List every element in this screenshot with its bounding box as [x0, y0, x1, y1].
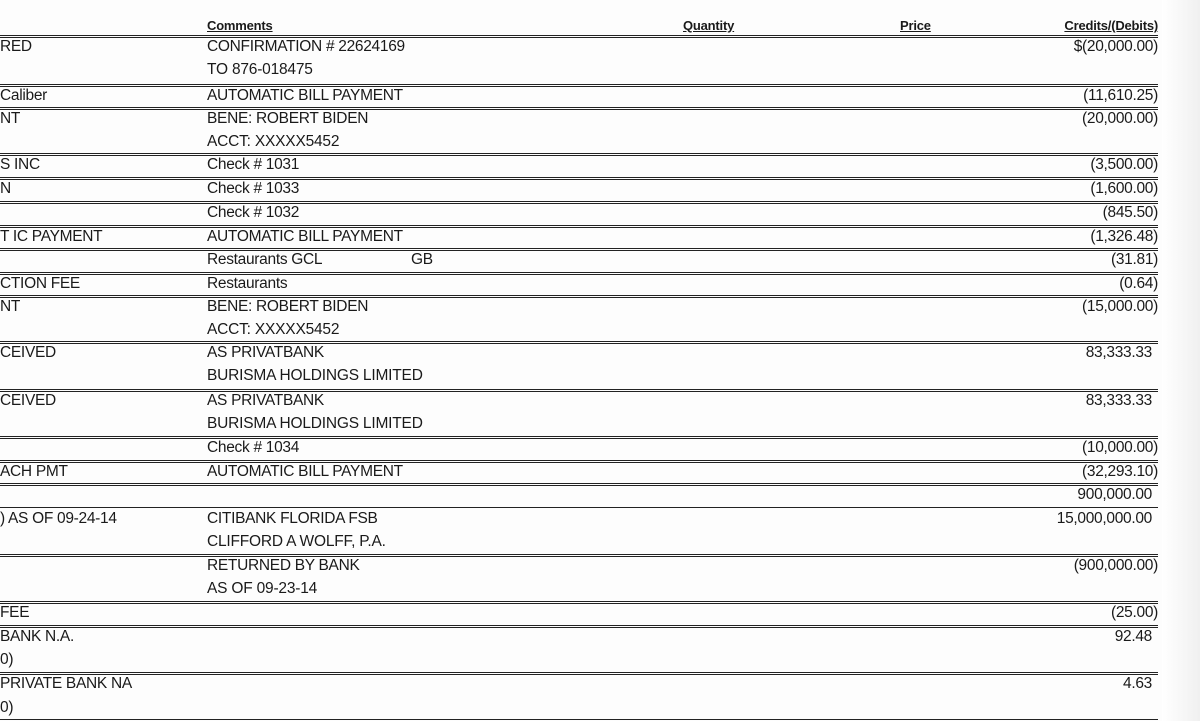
row-rule	[0, 719, 1158, 720]
row-amount: (32,293.10)	[1082, 463, 1158, 480]
row-description: N	[0, 180, 11, 197]
row-comment: AUTOMATIC BILL PAYMENT	[207, 463, 403, 480]
row-amount: (15,000.00)	[1082, 298, 1158, 315]
table-row	[0, 344, 1158, 388]
row-comment: Restaurants	[207, 275, 288, 292]
table-row	[0, 228, 1158, 250]
header-comments: Comments	[207, 18, 273, 33]
table-row	[0, 87, 1158, 109]
table-row	[0, 275, 1158, 297]
row-comment: Check # 1032	[207, 204, 300, 221]
row-amount: (31.81)	[1110, 251, 1158, 268]
row-amount: (1,326.48)	[1090, 228, 1158, 245]
row-description: Caliber	[0, 87, 48, 104]
table-row	[0, 510, 1158, 554]
row-description: CEIVED	[0, 392, 56, 409]
row-amount: (845.50)	[1102, 204, 1158, 221]
row-amount: (0.64)	[1119, 275, 1158, 292]
row-comment: AS PRIVATBANK	[207, 344, 324, 361]
row-comment: CONFIRMATION # 22624169	[207, 38, 405, 55]
row-description: NT	[0, 110, 21, 127]
table-row	[0, 675, 1158, 719]
row-description: NT	[0, 298, 21, 315]
row-amount: 4.63	[1123, 675, 1152, 692]
row-comment: Check # 1033	[207, 180, 300, 197]
row-comment: AS PRIVATBANK	[207, 392, 324, 409]
row-comment-2: ACCT: XXXXX5452	[207, 133, 340, 150]
row-comment-extra: GB	[411, 251, 433, 268]
row-amount: (11,610.25)	[1083, 87, 1158, 104]
row-rule	[0, 507, 1158, 508]
row-comment: Check # 1034	[207, 439, 300, 456]
row-description: T IC PAYMENT	[0, 228, 103, 245]
table-row	[0, 38, 1158, 82]
row-comment: Check # 1031	[207, 156, 300, 173]
row-description: PRIVATE BANK NA	[0, 675, 132, 692]
row-description-2: 0)	[0, 699, 14, 716]
row-comment-2: ACCT: XXXXX5452	[207, 321, 340, 338]
row-comment-2: AS OF 09-23-14	[207, 580, 318, 597]
table-row	[0, 604, 1158, 626]
row-amount: (1,600.00)	[1090, 180, 1158, 197]
table-row	[0, 392, 1158, 436]
row-description: ) AS OF 09-24-14	[0, 510, 117, 527]
row-amount: (10,000.00)	[1082, 439, 1158, 456]
table-row	[0, 486, 1158, 508]
table-row	[0, 557, 1158, 601]
row-comment-2: BURISMA HOLDINGS LIMITED	[207, 367, 423, 384]
row-description-2: 0)	[0, 651, 14, 668]
row-comment: AUTOMATIC BILL PAYMENT	[207, 87, 403, 104]
header-quantity: Quantity	[683, 18, 735, 33]
header-price: Price	[900, 18, 931, 33]
table-row	[0, 628, 1158, 672]
table-row	[0, 298, 1158, 342]
row-comment: CITIBANK FLORIDA FSB	[207, 510, 378, 527]
row-description: CEIVED	[0, 344, 56, 361]
row-description: S INC	[0, 156, 40, 173]
row-amount: (3,500.00)	[1090, 156, 1158, 173]
row-comment: BENE: ROBERT BIDEN	[207, 298, 369, 315]
row-amount: (25.00)	[1110, 604, 1158, 621]
table-row	[0, 463, 1158, 485]
page-edge-shadow	[1162, 0, 1200, 721]
row-amount: 83,333.33	[1085, 392, 1152, 409]
table-row	[0, 180, 1158, 202]
row-comment: Restaurants GCL	[207, 251, 323, 268]
table-header	[0, 14, 1200, 36]
row-amount: 83,333.33	[1085, 344, 1152, 361]
row-description: FEE	[0, 604, 30, 621]
row-comment-2: TO 876-018475	[207, 61, 313, 78]
row-description: BANK N.A.	[0, 628, 74, 645]
table-row	[0, 439, 1158, 461]
row-comment-2: CLIFFORD A WOLFF, P.A.	[207, 533, 386, 550]
table-row	[0, 110, 1158, 154]
row-comment: AUTOMATIC BILL PAYMENT	[207, 228, 403, 245]
header-credits: Credits/(Debits)	[1064, 18, 1158, 33]
row-amount: 15,000,000.00	[1056, 510, 1152, 527]
row-comment: RETURNED BY BANK	[207, 557, 360, 574]
row-amount: (900,000.00)	[1073, 557, 1158, 574]
row-description: RED	[0, 38, 32, 55]
row-amount: 92.48	[1114, 628, 1152, 645]
table-row	[0, 156, 1158, 178]
row-description: ACH PMT	[0, 463, 68, 480]
row-comment: BENE: ROBERT BIDEN	[207, 110, 369, 127]
row-amount: (20,000.00)	[1082, 110, 1158, 127]
table-row	[0, 204, 1158, 226]
row-comment-2: BURISMA HOLDINGS LIMITED	[207, 415, 423, 432]
row-amount: 900,000.00	[1077, 486, 1152, 503]
row-amount: $(20,000.00)	[1073, 38, 1158, 55]
row-description: CTION FEE	[0, 275, 80, 292]
table-row	[0, 251, 1158, 273]
